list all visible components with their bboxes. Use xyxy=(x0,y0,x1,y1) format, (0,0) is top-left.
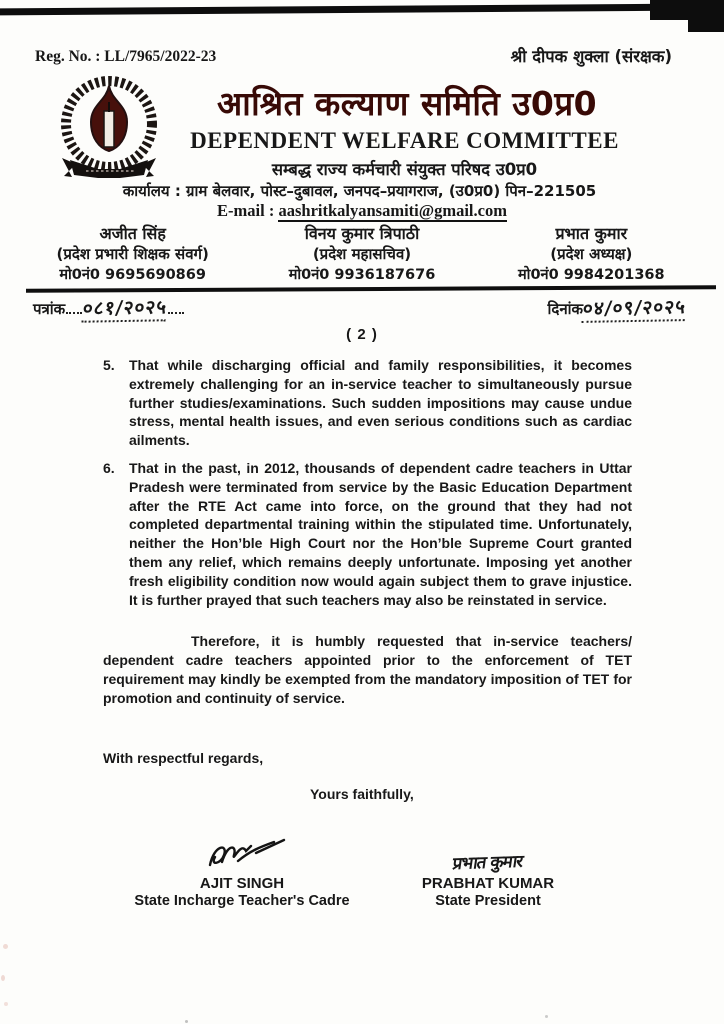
signatory-ajit-singh xyxy=(126,835,358,909)
salutation-line: Yours faithfully, xyxy=(310,786,414,803)
signatory-prabhat-kumar xyxy=(376,835,600,909)
registration-number: Reg. No. : LL/7965/2022-23 xyxy=(35,48,217,65)
signatory-title: State Incharge Teacher's Cadre xyxy=(134,893,350,909)
scan-speck xyxy=(185,1020,188,1023)
signatory-title: State President xyxy=(435,893,541,909)
official-name: प्रभात कुमार xyxy=(555,224,628,243)
paragraph-text: That while discharging official and family responsibilities, it becomes extremely challenging for an in-service teacher to simultaneously pursue further studies/examinations. Such sudden impositions may cause undue stress, mental health issues, and even serious conditions such as cardiac ailments. xyxy=(129,357,632,449)
letter-body xyxy=(0,320,724,804)
prabhat-kumar-signature xyxy=(376,835,600,873)
date-label: दिनांक xyxy=(547,300,584,318)
reference-row xyxy=(33,294,686,322)
paragraph-text: That in the past, in 2012, thousands of dependent cadre teachers in Uttar Pradesh were terminated from service by the Basic Education Department after the RTE Act came into force, on the ground that they had not completed departmental training within the stipulated time. Unfortunately, neither the Hon’ble High Court nor the Hon’ble Supreme Court granted them any relief, which remains deeply unfortunate. Imposing yet another fresh eligibility condition now would again subject them to grave injustice. It is further prayed that such teachers may also be reinstated in service. xyxy=(129,459,632,608)
paragraph-number: 6. xyxy=(103,459,115,476)
patron-name: श्री दीपक शुक्ला (संरक्षक) xyxy=(510,47,672,66)
date-value: ०४/०९/२०२५ xyxy=(582,293,688,323)
closing-request-paragraph: Therefore, it is humbly requested that in-service teachers/ dependent cadre teachers appointed prior to the enforcement of TET requirement may kindly be exempted from the mandatory imposition of TET for promotion and continuity of service. xyxy=(103,633,632,706)
org-name-english: DEPENDENT WELFARE COMMITTEE xyxy=(190,128,619,153)
paragraph-5 xyxy=(103,356,632,450)
ajit-singh-signature xyxy=(126,835,358,873)
signature-block xyxy=(0,835,724,955)
regards-line: With respectful regards, xyxy=(103,749,264,766)
email-address: aashritkalyansamiti@gmail.com xyxy=(278,201,507,220)
signatory-name: PRABHAT KUMAR xyxy=(421,875,555,892)
dotted-leader xyxy=(168,300,184,314)
org-name-hindi: आश्रित कल्याण समिति उ0प्र0 xyxy=(216,84,598,123)
signatory-name: AJIT SINGH xyxy=(199,875,285,892)
officials-row xyxy=(18,223,706,286)
office-address: कार्यालय : ग्राम बेलवार, पोस्ट–दुबावल, जनपद–प्रयागराज, (उ0प्र0) पिन–221505 xyxy=(122,182,597,200)
paragraph-6 xyxy=(103,459,632,609)
header-divider-rule xyxy=(26,285,716,293)
affiliation-line: सम्बद्ध राज्य कर्मचारी संयुक्त परिषद उ0प्र0 xyxy=(271,160,538,179)
scan-speck xyxy=(4,1002,8,1006)
page-number: ( 2 ) xyxy=(346,326,378,343)
letter-content xyxy=(0,356,724,804)
date-field xyxy=(547,294,686,322)
official-vinay-kumar-tripathi xyxy=(247,223,476,286)
letter-number-label: पत्रांक xyxy=(33,300,66,318)
email-label: E-mail : xyxy=(217,201,279,220)
dotted-leader xyxy=(66,300,82,314)
official-phone: मो0नं0 9936187676 xyxy=(288,267,436,283)
official-title: (प्रदेश प्रभारी शिक्षक संवर्ग) xyxy=(56,245,209,263)
official-name: अजीत सिंह xyxy=(99,224,166,243)
handwritten-name: प्रभात कुमार xyxy=(451,851,525,875)
paragraph-number: 5. xyxy=(103,357,115,373)
official-ajit-singh xyxy=(18,223,247,286)
scan-speck xyxy=(545,1015,548,1018)
letter-number-field xyxy=(33,294,185,322)
letterhead xyxy=(0,0,724,320)
official-title: (प्रदेश महासचिव) xyxy=(312,245,412,263)
official-phone: मो0नं0 9695690869 xyxy=(59,267,206,283)
official-prabhat-kumar xyxy=(477,223,706,286)
scan-speck xyxy=(1,975,5,981)
official-title: (प्रदेश अध्यक्ष) xyxy=(550,245,633,263)
official-phone: मो0नं0 9984201368 xyxy=(518,267,665,283)
letter-number-value: ०८१/२०२५ xyxy=(82,293,169,322)
email-line xyxy=(100,201,624,221)
signature-scribble-icon xyxy=(196,835,288,873)
official-name: विनय कुमार त्रिपाठी xyxy=(304,224,420,243)
